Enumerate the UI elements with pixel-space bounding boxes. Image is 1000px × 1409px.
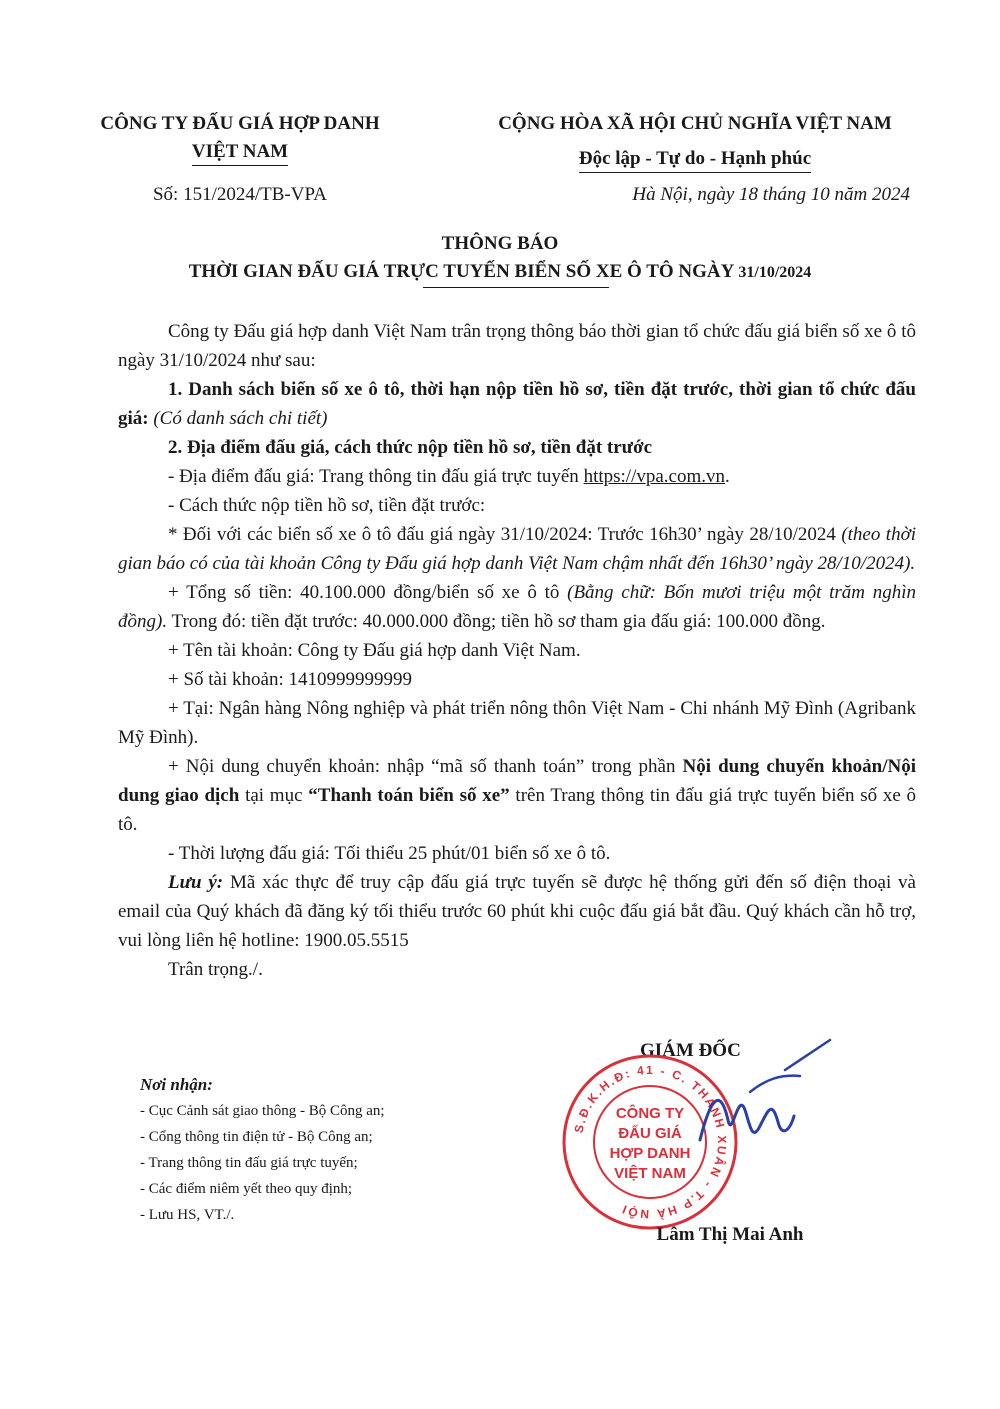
title-divider xyxy=(423,287,609,288)
closing-line: Trân trọng./. xyxy=(168,959,263,980)
document-body xyxy=(118,317,916,984)
seal-ring-text: S.Đ.K.H.Đ: 41 - C. THANH XUÂN - T.P HÀ NỘI xyxy=(571,1062,730,1222)
section-1 xyxy=(118,375,916,433)
section-2-heading: 2. Địa điểm đấu giá, cách thức nộp tiền hồ sơ, tiền đặt trước xyxy=(168,437,653,458)
transfer-content-paragraph xyxy=(118,752,916,839)
transfer-text-d: “Thanh toán biển số xe” xyxy=(308,785,510,806)
section-1-heading: 1. Danh sách biển số xe ô tô, thời hạn nộp tiền hồ sơ, tiền đặt trước, thời gian tổ chức đấu giá: xyxy=(118,379,916,429)
title-subtitle xyxy=(189,258,812,287)
title-subtitle-text: THỜI GIAN ĐẤU GIÁ TRỰC TUYẾN BIỂN SỐ XE Ô TÔ NGÀY xyxy=(188,261,734,282)
total-amount-text: + Tổng số tiền: 40.100.000 đồng/biển số xe ô tô xyxy=(168,582,560,603)
recipient-item: - Lưu HS, VT./. xyxy=(140,1207,235,1223)
seal-line-1: CÔNG TY xyxy=(615,1105,685,1122)
deadline-text: * Đối với các biển số xe ô tô đấu giá ngày 31/10/2024: Trước 16h30’ ngày 28/10/2024 xyxy=(168,524,836,545)
signer-position: GIÁM ĐỐC xyxy=(640,1040,741,1061)
recipient-item: - Các điểm niêm yết theo quy định; xyxy=(140,1181,353,1197)
place-date: Hà Nội, ngày 18 tháng 10 năm 2024 xyxy=(632,184,910,205)
transfer-text-a: + Nội dung chuyển khoản: nhập “mã số thanh toán” trong phần xyxy=(168,756,676,777)
account-name-line: + Tên tài khoản: Công ty Đấu giá hợp danh Việt Nam. xyxy=(168,640,581,661)
national-motto: Độc lập - Tự do - Hạnh phúc xyxy=(579,146,811,173)
deadline-paragraph xyxy=(118,520,916,578)
recipient-item: - Trang thông tin đấu giá trực tuyến; xyxy=(140,1155,358,1171)
transfer-text-c: tại mục xyxy=(245,785,303,806)
seal-line-4: VIỆT NAM xyxy=(614,1165,686,1182)
document-number: Số: 151/2024/TB-VPA xyxy=(152,184,328,205)
recipient-item: - Cục Cảnh sát giao thông - Bộ Công an; xyxy=(140,1103,385,1119)
document-title xyxy=(70,230,930,287)
transfer-text-b: Nội dung chuyển khoản/Nội dung giao dịch xyxy=(118,756,916,806)
payment-method-line: - Cách thức nộp tiền hồ sơ, tiền đặt trước: xyxy=(168,495,486,516)
intro-paragraph: Công ty Đấu giá hợp danh Việt Nam trân trọng thông báo thời gian tổ chức đấu giá biển số xe ô tô ngày 31/10/2024 như sau: xyxy=(118,321,916,371)
national-header xyxy=(450,110,940,173)
issuer-name-line1: CÔNG TY ĐẤU GIÁ HỢP DANH xyxy=(100,113,380,134)
issuer-name-line2: VIỆT NAM xyxy=(192,139,288,166)
issuer-block xyxy=(70,110,410,166)
bank-line: + Tại: Ngân hàng Nông nghiệp và phát triển nông thôn Việt Nam - Chi nhánh Mỹ Đình (Agribank Mỹ Đình). xyxy=(118,698,916,748)
title-main: THÔNG BÁO xyxy=(441,233,559,254)
recipients-title: Nơi nhận: xyxy=(140,1075,213,1094)
signature-stroke-2 xyxy=(785,1040,830,1070)
location-text: - Địa điểm đấu giá: Trang thông tin đấu giá trực tuyến xyxy=(168,466,579,487)
duration-line: - Thời lượng đấu giá: Tối thiểu 25 phút/01 biển số xe ô tô. xyxy=(168,843,611,864)
title-subtitle-date: 31/10/2024 xyxy=(738,264,812,281)
handwritten-signature xyxy=(690,1030,840,1170)
auction-website-link[interactable]: https://vpa.com.vn xyxy=(583,466,725,487)
section-1-note: (Có danh sách chi tiết) xyxy=(153,408,328,429)
country-name: CỘNG HÒA XÃ HỘI CHỦ NGHĨA VIỆT NAM xyxy=(498,113,892,134)
seal-line-2: ĐẤU GIÁ xyxy=(618,1125,682,1142)
deadline-note: (theo thời gian báo có của tài khoản Công ty Đấu giá hợp danh Việt Nam chậm nhất đến 16h30’ ngày 28/10/2024). xyxy=(118,524,916,574)
note-paragraph xyxy=(118,868,916,955)
signature-stroke-1 xyxy=(700,1100,794,1140)
total-amount-paragraph xyxy=(118,578,916,636)
location-suffix: . xyxy=(725,466,730,487)
total-amount-breakdown: Trong đó: tiền đặt trước: 40.000.000 đồng; tiền hồ sơ tham gia đấu giá: 100.000 đồng. xyxy=(171,611,826,632)
signature-stroke-3 xyxy=(750,1076,800,1092)
note-text: Mã xác thực để truy cập đấu giá trực tuyến sẽ được hệ thống gửi đến số điện thoại và email của Quý khách đã đăng ký tối thiểu trước 60 phút khi cuộc đấu giá bắt đầu. Quý khách cần hỗ trợ, vui lòng liên hệ hotline: 1900.05.5515 xyxy=(118,872,916,951)
total-amount-words: (Bằng chữ: Bốn mươi triệu một trăm nghìn đồng). xyxy=(118,582,917,632)
seal-line-3: HỢP DANH xyxy=(609,1145,691,1162)
note-label: Lưu ý: xyxy=(168,872,224,893)
transfer-text-e: trên Trang thông tin đấu giá trực tuyến biển số xe ô tô. xyxy=(118,785,917,835)
location-line xyxy=(118,462,916,491)
recipients-block xyxy=(140,1072,560,1228)
recipient-item: - Cổng thông tin điện tử - Bộ Công an; xyxy=(140,1129,373,1145)
account-number-line: + Số tài khoản: 1410999999999 xyxy=(168,669,412,690)
signer-name: Lâm Thị Mai Anh xyxy=(656,1224,804,1245)
